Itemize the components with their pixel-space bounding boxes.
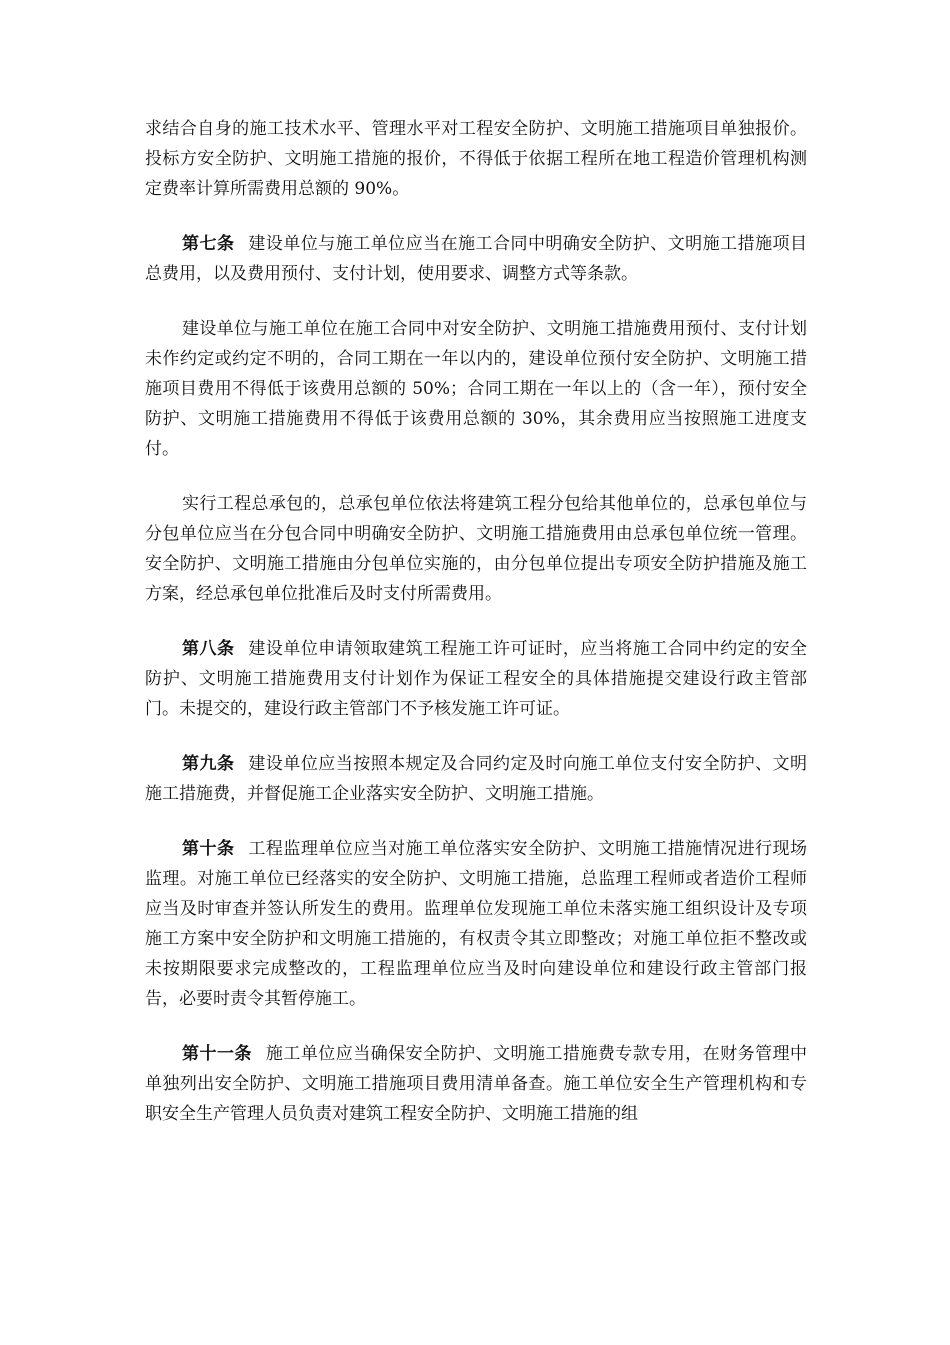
document-page [145, 114, 807, 1154]
paragraph-text: 建设单位应当按照本规定及合同约定及时向施工单位支付安全防护、文明施工措施费，并督促施工企业落实安全防护、文明施工措施。 [145, 754, 808, 804]
paragraph-text: 实行工程总承包的，总承包单位依法将建筑工程分包给其他单位的，总承包单位与分包单位应当在分包合同中明确安全防护、文明施工措施费用由总承包单位统一管理。安全防护、文明施工措施由分包单位实施的，由分包单位提出专项安全防护措施及施工方案，经总承包单位批准后及时支付所需费用。 [145, 494, 807, 604]
paragraph-general-contracting [145, 489, 807, 609]
article-9 [145, 749, 807, 809]
article-heading: 第十条 [182, 839, 235, 859]
paragraph-text: 求结合自身的施工技术水平、管理水平对工程安全防护、文明施工措施项目单独报价。投标方安全防护、文明施工措施的报价，不得低于依据工程所在地工程造价管理机构测定费率计算所需费用总额的 90%。 [145, 119, 807, 199]
article-8 [145, 634, 807, 724]
article-heading: 第七条 [182, 234, 235, 254]
paragraph-text: 施工单位应当确保安全防护、文明施工措施费专款专用，在财务管理中单独列出安全防护、文明施工措施项目费用清单备查。施工单位安全生产管理机构和专职安全生产管理人员负责对建筑工程安全防护、文明施工措施的组 [145, 1044, 808, 1124]
paragraph-text: 工程监理单位应当对施工单位落实安全防护、文明施工措施情况进行现场监理。对施工单位已经落实的安全防护、文明施工措施，总监理工程师或者造价工程师应当及时审查并签认所发生的费用。监理单位发现施工单位未落实施工组织设计及专项施工方案中安全防护和文明施工措施的，有权责令其立即整改；对施工单位拒不整改或未按期限要求完成整改的，工程监理单位应当及时向建设单位和建设行政主管部门报告，必要时责令其暂停施工。 [145, 839, 808, 1009]
paragraph-text: 建设单位与施工单位在施工合同中对安全防护、文明施工措施费用预付、支付计划未作约定或约定不明的，合同工期在一年以内的，建设单位预付安全防护、文明施工措施项目费用不得低于该费用总额的 50%；合同工期在一年以上的（含一年），预付安全防护、文明施工措施费用不得低于该费用总额的 30%，其余费用应当按照施工进度支付。 [145, 319, 807, 459]
article-7 [145, 229, 807, 289]
article-heading: 第八条 [182, 639, 235, 659]
paragraph-prepayment [145, 314, 807, 464]
paragraph-text: 建设单位申请领取建筑工程施工许可证时，应当将施工合同中约定的安全防护、文明施工措施费用支付计划作为保证工程安全的具体措施提交建设行政主管部门。未提交的，建设行政主管部门不予核发施工许可证。 [145, 639, 808, 719]
article-10 [145, 834, 807, 1014]
paragraph-continued-quote [145, 114, 807, 204]
paragraph-text: 建设单位与施工单位应当在施工合同中明确安全防护、文明施工措施项目总费用，以及费用预付、支付计划，使用要求、调整方式等条款。 [145, 234, 808, 284]
article-11 [145, 1039, 807, 1129]
article-heading: 第九条 [182, 754, 235, 774]
article-heading: 第十一条 [182, 1044, 252, 1064]
